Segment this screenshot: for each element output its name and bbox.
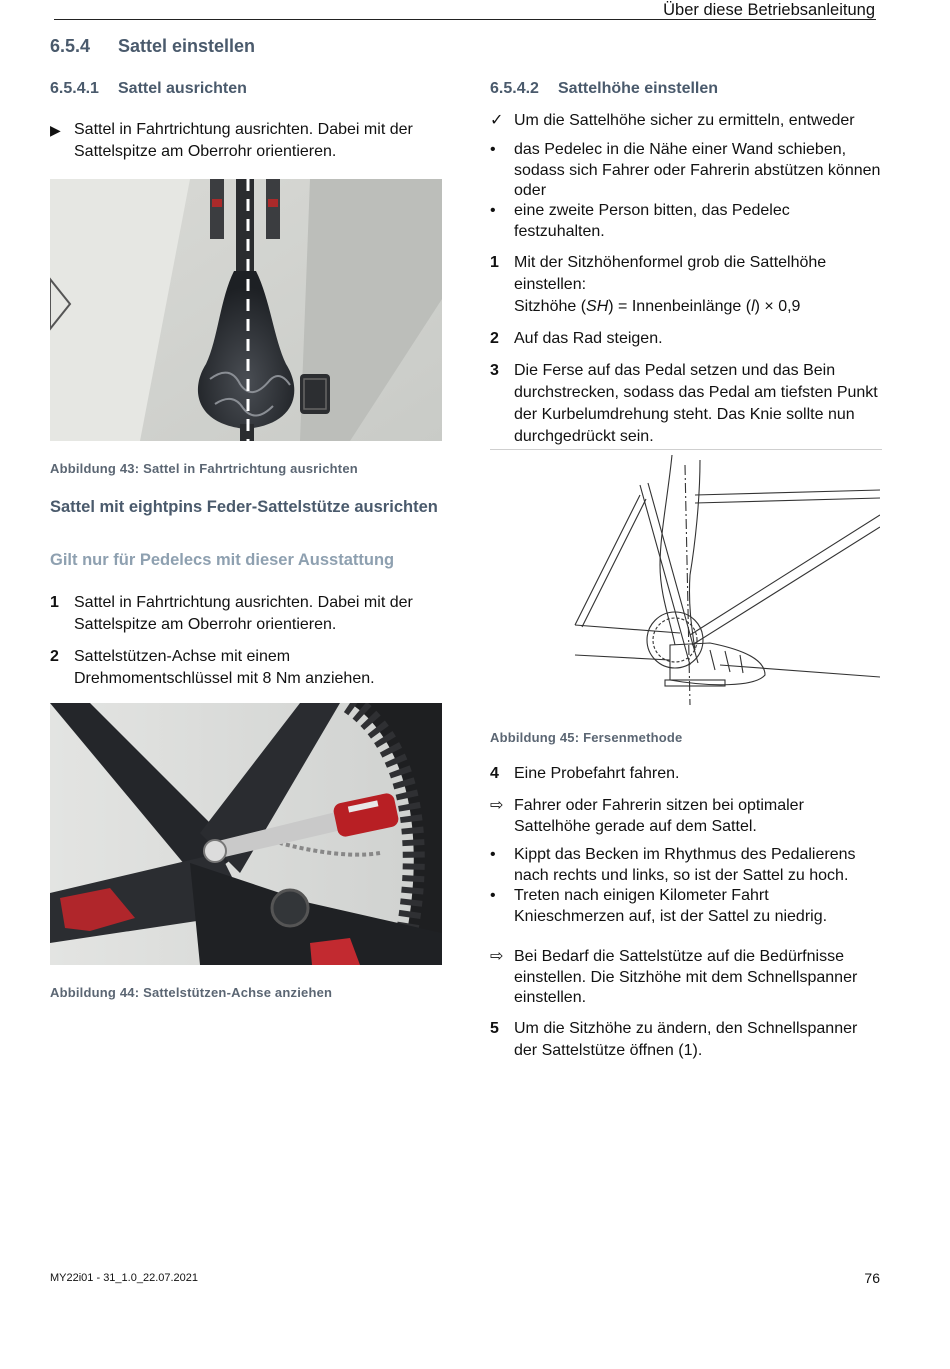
step-1-instruction: Mit der Sitzhöhenformel grob die Sattelhöhe einstellen:	[514, 254, 827, 293]
section-title: Sattel einstellen	[118, 36, 256, 56]
saddle-top-view-image	[50, 179, 442, 441]
subsection-number: 6.5.4.1	[50, 80, 99, 97]
section-heading	[50, 36, 255, 57]
result-arrow-icon: ⇨	[490, 948, 504, 965]
height-step-4	[490, 763, 882, 785]
running-header: Über diese Betriebsanleitung	[663, 1, 875, 19]
figure-43-caption: Abbildung 43: Sattel in Fahrtrichtung ausrichten	[50, 461, 358, 476]
bullet-item-too-high	[490, 845, 882, 886]
bullet-text: eine zweite Person bitten, das Pedelec festzuhalten.	[514, 202, 790, 240]
figure-43-saddle-photo	[50, 179, 442, 441]
bullet-icon: •	[490, 846, 496, 863]
bullet-text: das Pedelec in die Nähe einer Wand schieben, sodass sich Fahrer oder Fahrerin abstützen können oder	[514, 141, 881, 199]
eightpins-heading: Sattel mit eightpins Feder-Sattelstütze ausrichten	[50, 498, 438, 516]
bullet-icon: •	[490, 202, 496, 219]
subsection-heading-height	[490, 80, 718, 98]
result-text: Fahrer oder Fahrerin sitzen bei optimaler Sattelhöhe gerade auf dem Sattel.	[514, 797, 804, 835]
step-number: 1	[50, 594, 59, 611]
heel-method-drawing	[560, 455, 880, 710]
header-rule	[54, 19, 876, 20]
step-text: Um die Sitzhöhe zu ändern, den Schnellspanner der Sattelstütze öffnen (1).	[514, 1020, 858, 1059]
formula-part: Sitzhöhe (	[514, 298, 587, 315]
height-step-5	[490, 1018, 882, 1062]
step-text: Auf das Rad steigen.	[514, 330, 663, 347]
result-arrow-icon: ⇨	[490, 797, 504, 814]
bullet-item-too-low	[490, 886, 882, 927]
torque-wrench-image	[50, 703, 442, 965]
bullet-item-person	[490, 201, 882, 242]
formula-sh: SH	[586, 298, 609, 315]
section-divider	[490, 449, 882, 450]
formula-part: ) = Innenbeinlänge (	[608, 298, 752, 315]
step-text: Sattel in Fahrtrichtung ausrichten. Dabei mit der Sattelspitze am Oberrohr orientieren.	[74, 594, 413, 633]
step-number: 4	[490, 765, 499, 782]
result-text: Bei Bedarf die Sattelstütze auf die Bedürfnisse einstellen. Die Sitzhöhe mit dem Schnellspanner einstellen.	[514, 948, 858, 1006]
page-number: 76	[864, 1270, 880, 1286]
figure-45-heel-drawing	[560, 455, 880, 710]
formula-l: l	[751, 298, 755, 315]
result-adjust	[490, 947, 882, 1009]
bullet-icon: •	[490, 141, 496, 158]
height-step-2	[490, 328, 882, 350]
subsection-heading-align	[50, 80, 247, 98]
precondition	[490, 110, 882, 132]
height-step-3	[490, 360, 882, 448]
instruction-text: Sattel in Fahrtrichtung ausrichten. Dabei mit der Sattelspitze am Oberrohr orientieren.	[74, 121, 413, 160]
seat-height-formula	[514, 298, 800, 315]
step-text: Die Ferse auf das Pedal setzen und das Bein durchstrecken, sodass das Pedal am tiefsten Punkt der Kurbelumdrehung steht. Das Knie sollte nun durchgedrückt sein.	[514, 362, 878, 445]
step-text: Eine Probefahrt fahren.	[514, 765, 680, 782]
subsection-title: Sattel ausrichten	[118, 80, 247, 97]
bullet-text: Kippt das Becken im Rhythmus des Pedalierens nach rechts und links, so ist der Sattel zu hoch.	[514, 846, 856, 884]
step-text	[514, 252, 882, 318]
bullet-text: Treten nach einigen Kilometer Fahrt Knieschmerzen auf, ist der Sattel zu niedrig.	[514, 887, 828, 925]
subsection-number: 6.5.4.2	[490, 80, 539, 97]
step-number: 5	[490, 1020, 499, 1037]
step-number: 2	[50, 648, 59, 665]
arrow-icon: ▶	[50, 122, 61, 138]
precondition-text: Um die Sattelhöhe sicher zu ermitteln, entweder	[514, 112, 855, 129]
document-id: MY22i01 - 31_1.0_22.07.2021	[50, 1272, 199, 1284]
height-step-1	[490, 252, 882, 318]
step-number: 3	[490, 362, 499, 379]
formula-part: ) × 0,9	[754, 298, 801, 315]
eightpins-note: Gilt nur für Pedelecs mit dieser Ausstattung	[50, 551, 395, 569]
check-icon: ✓	[490, 112, 504, 129]
subsection-title: Sattelhöhe einstellen	[558, 80, 719, 97]
bullet-item-wall	[490, 140, 882, 202]
instruction-arrow-step	[50, 119, 442, 163]
step-number: 2	[490, 330, 499, 347]
eightpins-step-2	[50, 646, 442, 690]
step-text: Sattelstützen-Achse mit einem Drehmomentschlüssel mit 8 Nm anziehen.	[74, 648, 375, 687]
step-number: 1	[490, 254, 499, 271]
result-optimal	[490, 796, 882, 837]
figure-44-torque-photo	[50, 703, 442, 965]
bullet-icon: •	[490, 887, 496, 904]
eightpins-step-1	[50, 592, 442, 636]
figure-45-caption: Abbildung 45: Fersenmethode	[490, 730, 683, 745]
section-number: 6.5.4	[50, 36, 91, 56]
figure-44-caption: Abbildung 44: Sattelstützen-Achse anziehen	[50, 985, 333, 1000]
